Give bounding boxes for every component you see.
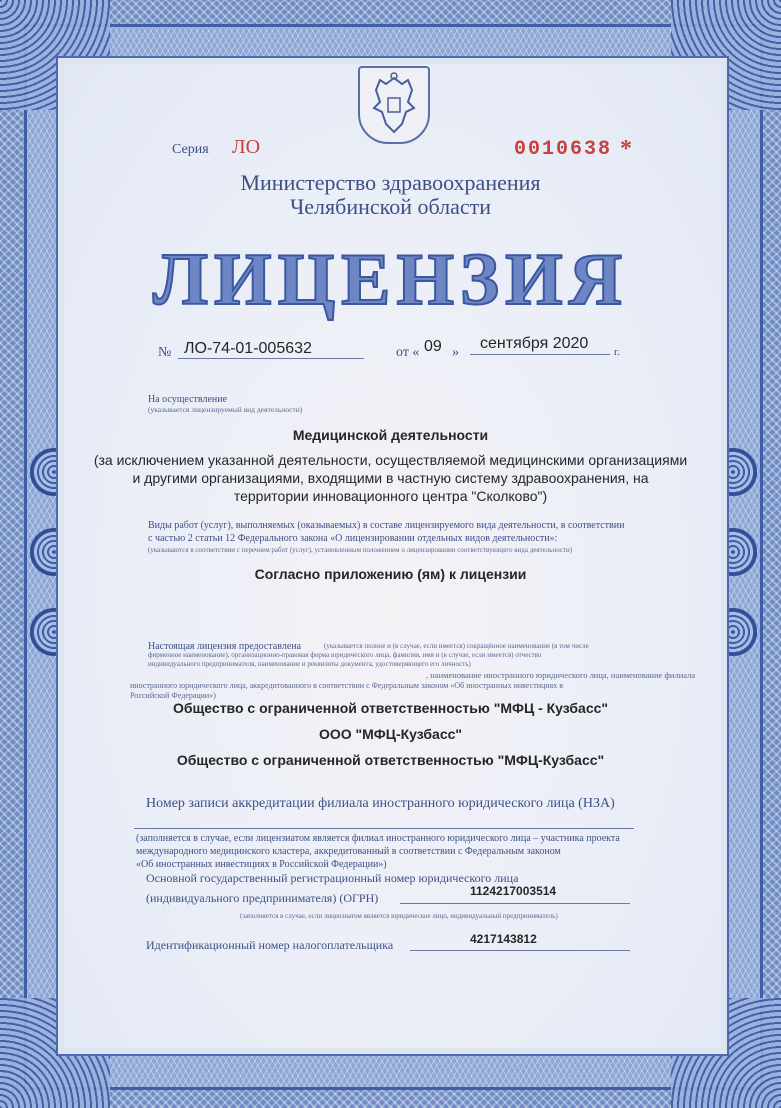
activity-name: Медицинской деятельности [292, 427, 489, 443]
license-date-line [470, 354, 610, 355]
ogrn-value: 1124217003514 [470, 884, 557, 898]
blank-number: 0010638 [514, 138, 613, 161]
licensee-hint-2: фирменное наименование), организационно-правовая форма юридического лица, фамилия, имя и (в случае, если имеется) отчество [148, 651, 542, 659]
ogrn-label-2: (индивидуального предпринимателя) (ОГРН) [146, 891, 379, 905]
authority-line-1: Министерство здравоохранения [240, 170, 541, 195]
nza-hint-2: международного медицинского кластера, аккредитованный в соответствии с Федеральным законом [136, 846, 561, 857]
ogrn-hint: (заполняется в случае, если лицензиатом является юридическое лицо, индивидуальный предприниматель) [240, 912, 558, 920]
works-hint: (указываются в соответствии с перечнем работ (услуг), установленным положением о лицензировании соответствующего вида деятельности) [148, 546, 573, 554]
activity-clarification-2: и другими организациями, входящими в частную систему здравоохранения, на [132, 470, 649, 486]
licensee-label: Настоящая лицензия предоставлена [148, 641, 302, 652]
license-day: 09 [424, 338, 442, 355]
licensee-hint-4: , наименование иностранного юридического лица, наименование филиала [426, 670, 696, 680]
activity-hint: (указывается лицензируемый вид деятельности) [148, 405, 303, 414]
nza-line [134, 828, 634, 829]
authority-line-2: Челябинской области [289, 194, 492, 219]
licensee-brand-name: Общество с ограниченной ответственностью "МФЦ-Кузбасс" [176, 752, 605, 768]
series-value: ЛО [232, 136, 261, 158]
license-number: ЛО-74-01-005632 [184, 340, 312, 357]
works-line-2: с частью 2 статьи 12 Федерального закона «О лицензировании отдельных видов деятельности»: [148, 533, 558, 544]
date-day-close: » [452, 345, 459, 360]
nza-label: Номер записи аккредитации филиала иностранного юридического лица (НЗА) [146, 796, 615, 811]
nza-hint-3: «Об иностранных инвестициях в Российской Федерации») [136, 859, 387, 870]
number-sign: № [158, 345, 172, 360]
licensee-hint-5: иностранного юридического лица, аккредитованного в соответствии с Федеральным законом «Об иностранных инвестициях в [130, 681, 563, 690]
date-prefix: от « [396, 345, 420, 360]
year-suffix: г. [614, 346, 621, 358]
inn-label: Идентификационный номер налогоплательщика [146, 938, 394, 952]
nza-hint-1: (заполняется в случае, если лицензиатом является филиал иностранного юридического лица – участника проекта [136, 833, 620, 844]
licensee-short-name: ООО "МФЦ-Кузбасс" [318, 726, 463, 742]
activity-clarification-3: территории инновационного центра "Сколково") [233, 488, 548, 504]
asterisk-mark: * [620, 136, 632, 162]
inn-value: 4217143812 [470, 932, 537, 946]
ogrn-line [400, 903, 630, 904]
activity-label: На осуществление [148, 394, 228, 405]
licensee-hint-6: Российской Федерации») [130, 691, 216, 700]
activity-clarification-1: (за исключением указанной деятельности, осуществляемой медицинскими организациями [93, 452, 688, 468]
licensee-hint-3: индивидуального предпринимателя, наименование и реквизиты документа, удостоверяющего его личность) [148, 660, 471, 668]
license-month-year: сентября 2020 [480, 335, 589, 352]
ogrn-label-1: Основной государственный регистрационный номер юридического лица [146, 871, 519, 885]
works-value: Согласно приложению (ям) к лицензии [254, 566, 527, 582]
licensee-full-name: Общество с ограниченной ответственностью "МФЦ - Кузбасс" [172, 700, 609, 716]
licensee-hint-1: (указывается полное и (в случае, если имеется) сокращённое наименование (в том числе [324, 642, 589, 650]
license-number-line [178, 358, 364, 359]
works-line-1: Виды работ (услуг), выполняемых (оказываемых) в составе лицензируемого вида деятельности, в соответствии [148, 520, 625, 531]
document-title: ЛИЦЕНЗИЯ [152, 239, 629, 321]
series-label: Серия [172, 142, 209, 157]
coat-of-arms-icon [358, 66, 430, 144]
inn-line [410, 950, 630, 951]
